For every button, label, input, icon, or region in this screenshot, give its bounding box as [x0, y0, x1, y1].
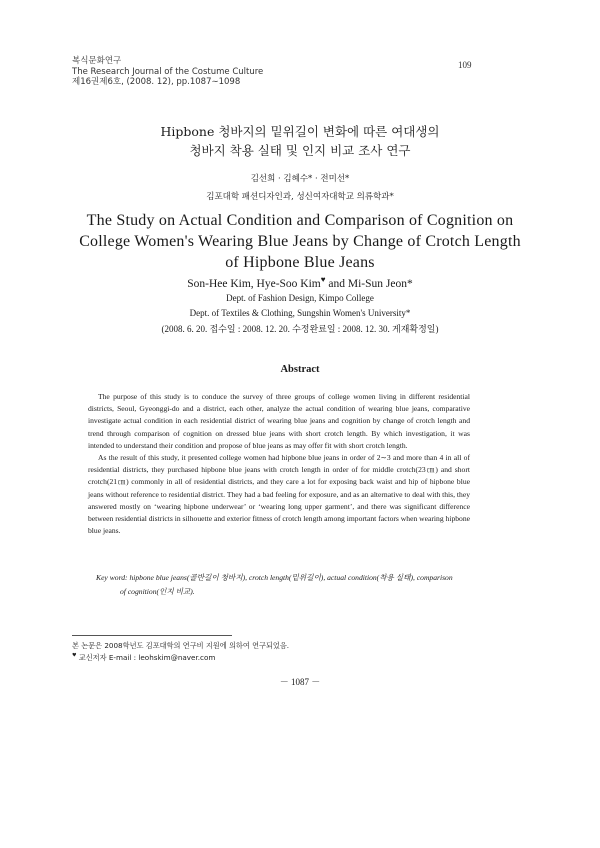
- abstract-paragraph-1: The purpose of this study is to conduce the survey of three groups of college women living in different residential districts, Seoul, Gyeonggi-do and a district, each other, analyze the actual condition of wearing blue jeans, comparative investigate actual condition in each residential district of wearing blue jeans and cognition by change of crotch length and trend through comparison of cognition on dressed blue jeans with short crotch length. By which investigation, it was intended to understand their condition and propose of blue jeans as may offer fit with short crotch length.: [88, 392, 470, 450]
- english-title: [0, 210, 600, 273]
- korean-title: [0, 122, 600, 160]
- journal-header: [72, 56, 263, 88]
- keywords-line-2: of cognition(인지 비교).: [120, 587, 195, 596]
- journal-volume-info: 제16권제6호, (2008. 12), pp.1087∼1098: [72, 77, 241, 87]
- english-title-line-2: College Women's Wearing Blue Jeans by Change of Crotch Length: [79, 233, 521, 250]
- footnote-marker: ♥: [72, 652, 77, 659]
- footnote-funding: 본 논문은 2008학년도 김포대학의 연구비 지원에 의하여 연구되었음.: [72, 641, 290, 650]
- korean-title-line-1: Hipbone 청바지의 밑위길이 변화에 따른 여대생의: [160, 124, 440, 139]
- affiliation-1: Dept. of Fashion Design, Kimpo College: [226, 293, 374, 303]
- journal-name-en: The Research Journal of the Costume Culture: [72, 66, 264, 77]
- submission-dates: (2008. 6. 20. 접수일 : 2008. 12. 20. 수정완료일 : 2008. 12. 30. 게재확정일): [161, 324, 439, 334]
- keywords-line-1: Key word: hipbone blue jeans(골반길이 청바지), crotch length(밑위길이), actual condition(착용 실태), comparison: [96, 573, 453, 582]
- korean-title-line-2: 청바지 착용 실태 및 인지 비교 조사 연구: [189, 143, 411, 158]
- page-number: 109: [458, 60, 472, 70]
- journal-name-ko: 복식문화연구: [72, 56, 122, 66]
- footnotes: [72, 640, 289, 664]
- page-footer-number: － 1087 －: [279, 677, 321, 687]
- authors-part-1: Son-Hee Kim, Hye-Soo Kim: [187, 278, 321, 290]
- abstract-heading: Abstract: [280, 364, 320, 375]
- abstract-body: [88, 391, 470, 537]
- footnote-divider: [72, 635, 232, 636]
- korean-authors: 김선희 · 김혜수* · 전미선*: [250, 174, 350, 184]
- footnote-corresponding: [72, 652, 289, 664]
- footnote-email: 교신저자 E-mail : leohskim@naver.com: [76, 653, 216, 662]
- english-title-line-3: of Hipbone Blue Jeans: [225, 254, 375, 271]
- corresponding-author-marker: ♥: [320, 275, 326, 285]
- korean-affiliation: 김포대학 패션디자인과, 성신여자대학교 의류학과*: [206, 192, 394, 202]
- keywords: [96, 571, 476, 599]
- affiliation-2: Dept. of Textiles & Clothing, Sungshin Women's University*: [189, 308, 411, 318]
- abstract-paragraph-2: As the result of this study, it presented college women had hipbone blue jeans in order of 2∼3 and more than 4 in all of residential districts, they purchased hipbone blue jeans with crotch length in order of for middle crotch(23㎝) and short crotch(21㎝) commonly in all of residential districts, and they care a lot for exposing back waist and hip of hipbone blue jeans without reference to residential district. They had a bad feeling for exposure, and as an alternative to deal with this, they answered mostly on ‘wearing hipbone underwear’ or ‘wearing long upper garment’, and there was significant difference between residential districts in silhouette and exterior fitness of crotch length among important factors when wearing hipbone blue jeans.: [88, 453, 470, 536]
- english-authors: [0, 275, 600, 290]
- english-title-line-1: The Study on Actual Condition and Comparison of Cognition on: [86, 212, 514, 229]
- authors-part-2: and Mi-Sun Jeon*: [325, 278, 413, 290]
